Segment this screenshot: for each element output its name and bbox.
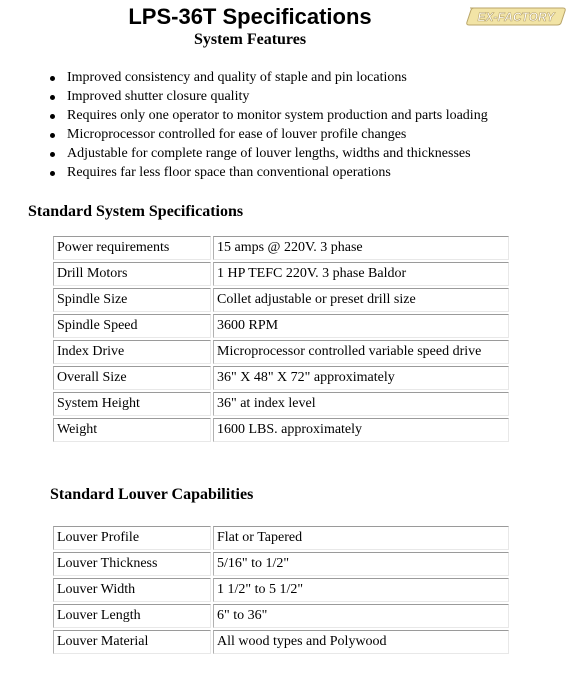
spec-label: Louver Width (53, 578, 211, 602)
feature-item (48, 163, 488, 182)
feature-text: Improved shutter closure quality (67, 89, 250, 104)
spec-label: Weight (53, 418, 211, 442)
table-row (53, 288, 509, 312)
feature-item (48, 144, 488, 163)
table-row (53, 552, 509, 576)
spec-label: Spindle Speed (53, 314, 211, 338)
feature-text: Requires far less floor space than conventional operations (67, 165, 391, 180)
feature-item (48, 68, 488, 87)
feature-text: Requires only one operator to monitor system production and parts loading (67, 108, 488, 123)
spec-value: Flat or Tapered (213, 526, 509, 550)
table-row (53, 604, 509, 628)
table-row (53, 526, 509, 550)
feature-item (48, 125, 488, 144)
table-row (53, 366, 509, 390)
page-subtitle: System Features (193, 31, 307, 48)
table-row (53, 578, 509, 602)
logo-text: EX-FACTORY (477, 10, 555, 24)
louver-capabilities-table (51, 524, 511, 656)
spec-label: Louver Thickness (53, 552, 211, 576)
spec-value: 36" X 48" X 72" approximately (213, 366, 509, 390)
feature-list (48, 68, 488, 182)
table-row (53, 392, 509, 416)
spec-label: Spindle Size (53, 288, 211, 312)
feature-item (48, 87, 488, 106)
spec-value: 1 HP TEFC 220V. 3 phase Baldor (213, 262, 509, 286)
table-row (53, 314, 509, 338)
spec-label: Power requirements (53, 236, 211, 260)
feature-text: Improved consistency and quality of staple and pin locations (67, 70, 407, 85)
ex-factory-logo (466, 6, 567, 26)
bullet-icon (50, 76, 55, 81)
spec-label: Louver Length (53, 604, 211, 628)
spec-label: Overall Size (53, 366, 211, 390)
bullet-icon (50, 171, 55, 176)
spec-label: Louver Material (53, 630, 211, 654)
table-row (53, 340, 509, 364)
bullet-icon (50, 95, 55, 100)
table-row (53, 630, 509, 654)
spec-label: System Height (53, 392, 211, 416)
spec-value: 1 1/2" to 5 1/2" (213, 578, 509, 602)
spec-label: Drill Motors (53, 262, 211, 286)
table-row (53, 236, 509, 260)
table-row (53, 262, 509, 286)
page-title: LPS-36T Specifications (128, 4, 372, 29)
spec-value: 15 amps @ 220V. 3 phase (213, 236, 509, 260)
feature-text: Microprocessor controlled for ease of louver profile changes (67, 127, 407, 142)
spec-value: 36" at index level (213, 392, 509, 416)
feature-item (48, 106, 488, 125)
feature-text: Adjustable for complete range of louver lengths, widths and thicknesses (67, 146, 471, 161)
system-specs-heading: Standard System Specifications (28, 203, 244, 220)
spec-value: 6" to 36" (213, 604, 509, 628)
bullet-icon (50, 114, 55, 119)
spec-value: 3600 RPM (213, 314, 509, 338)
louver-capabilities-heading: Standard Louver Capabilities (50, 486, 254, 503)
spec-value: 5/16" to 1/2" (213, 552, 509, 576)
bullet-icon (50, 133, 55, 138)
spec-label: Louver Profile (53, 526, 211, 550)
table-row (53, 418, 509, 442)
bullet-icon (50, 152, 55, 157)
spec-label: Index Drive (53, 340, 211, 364)
spec-value: Collet adjustable or preset drill size (213, 288, 509, 312)
spec-value: Microprocessor controlled variable speed drive (213, 340, 509, 364)
spec-value: 1600 LBS. approximately (213, 418, 509, 442)
spec-value: All wood types and Polywood (213, 630, 509, 654)
system-specs-table (51, 234, 511, 444)
